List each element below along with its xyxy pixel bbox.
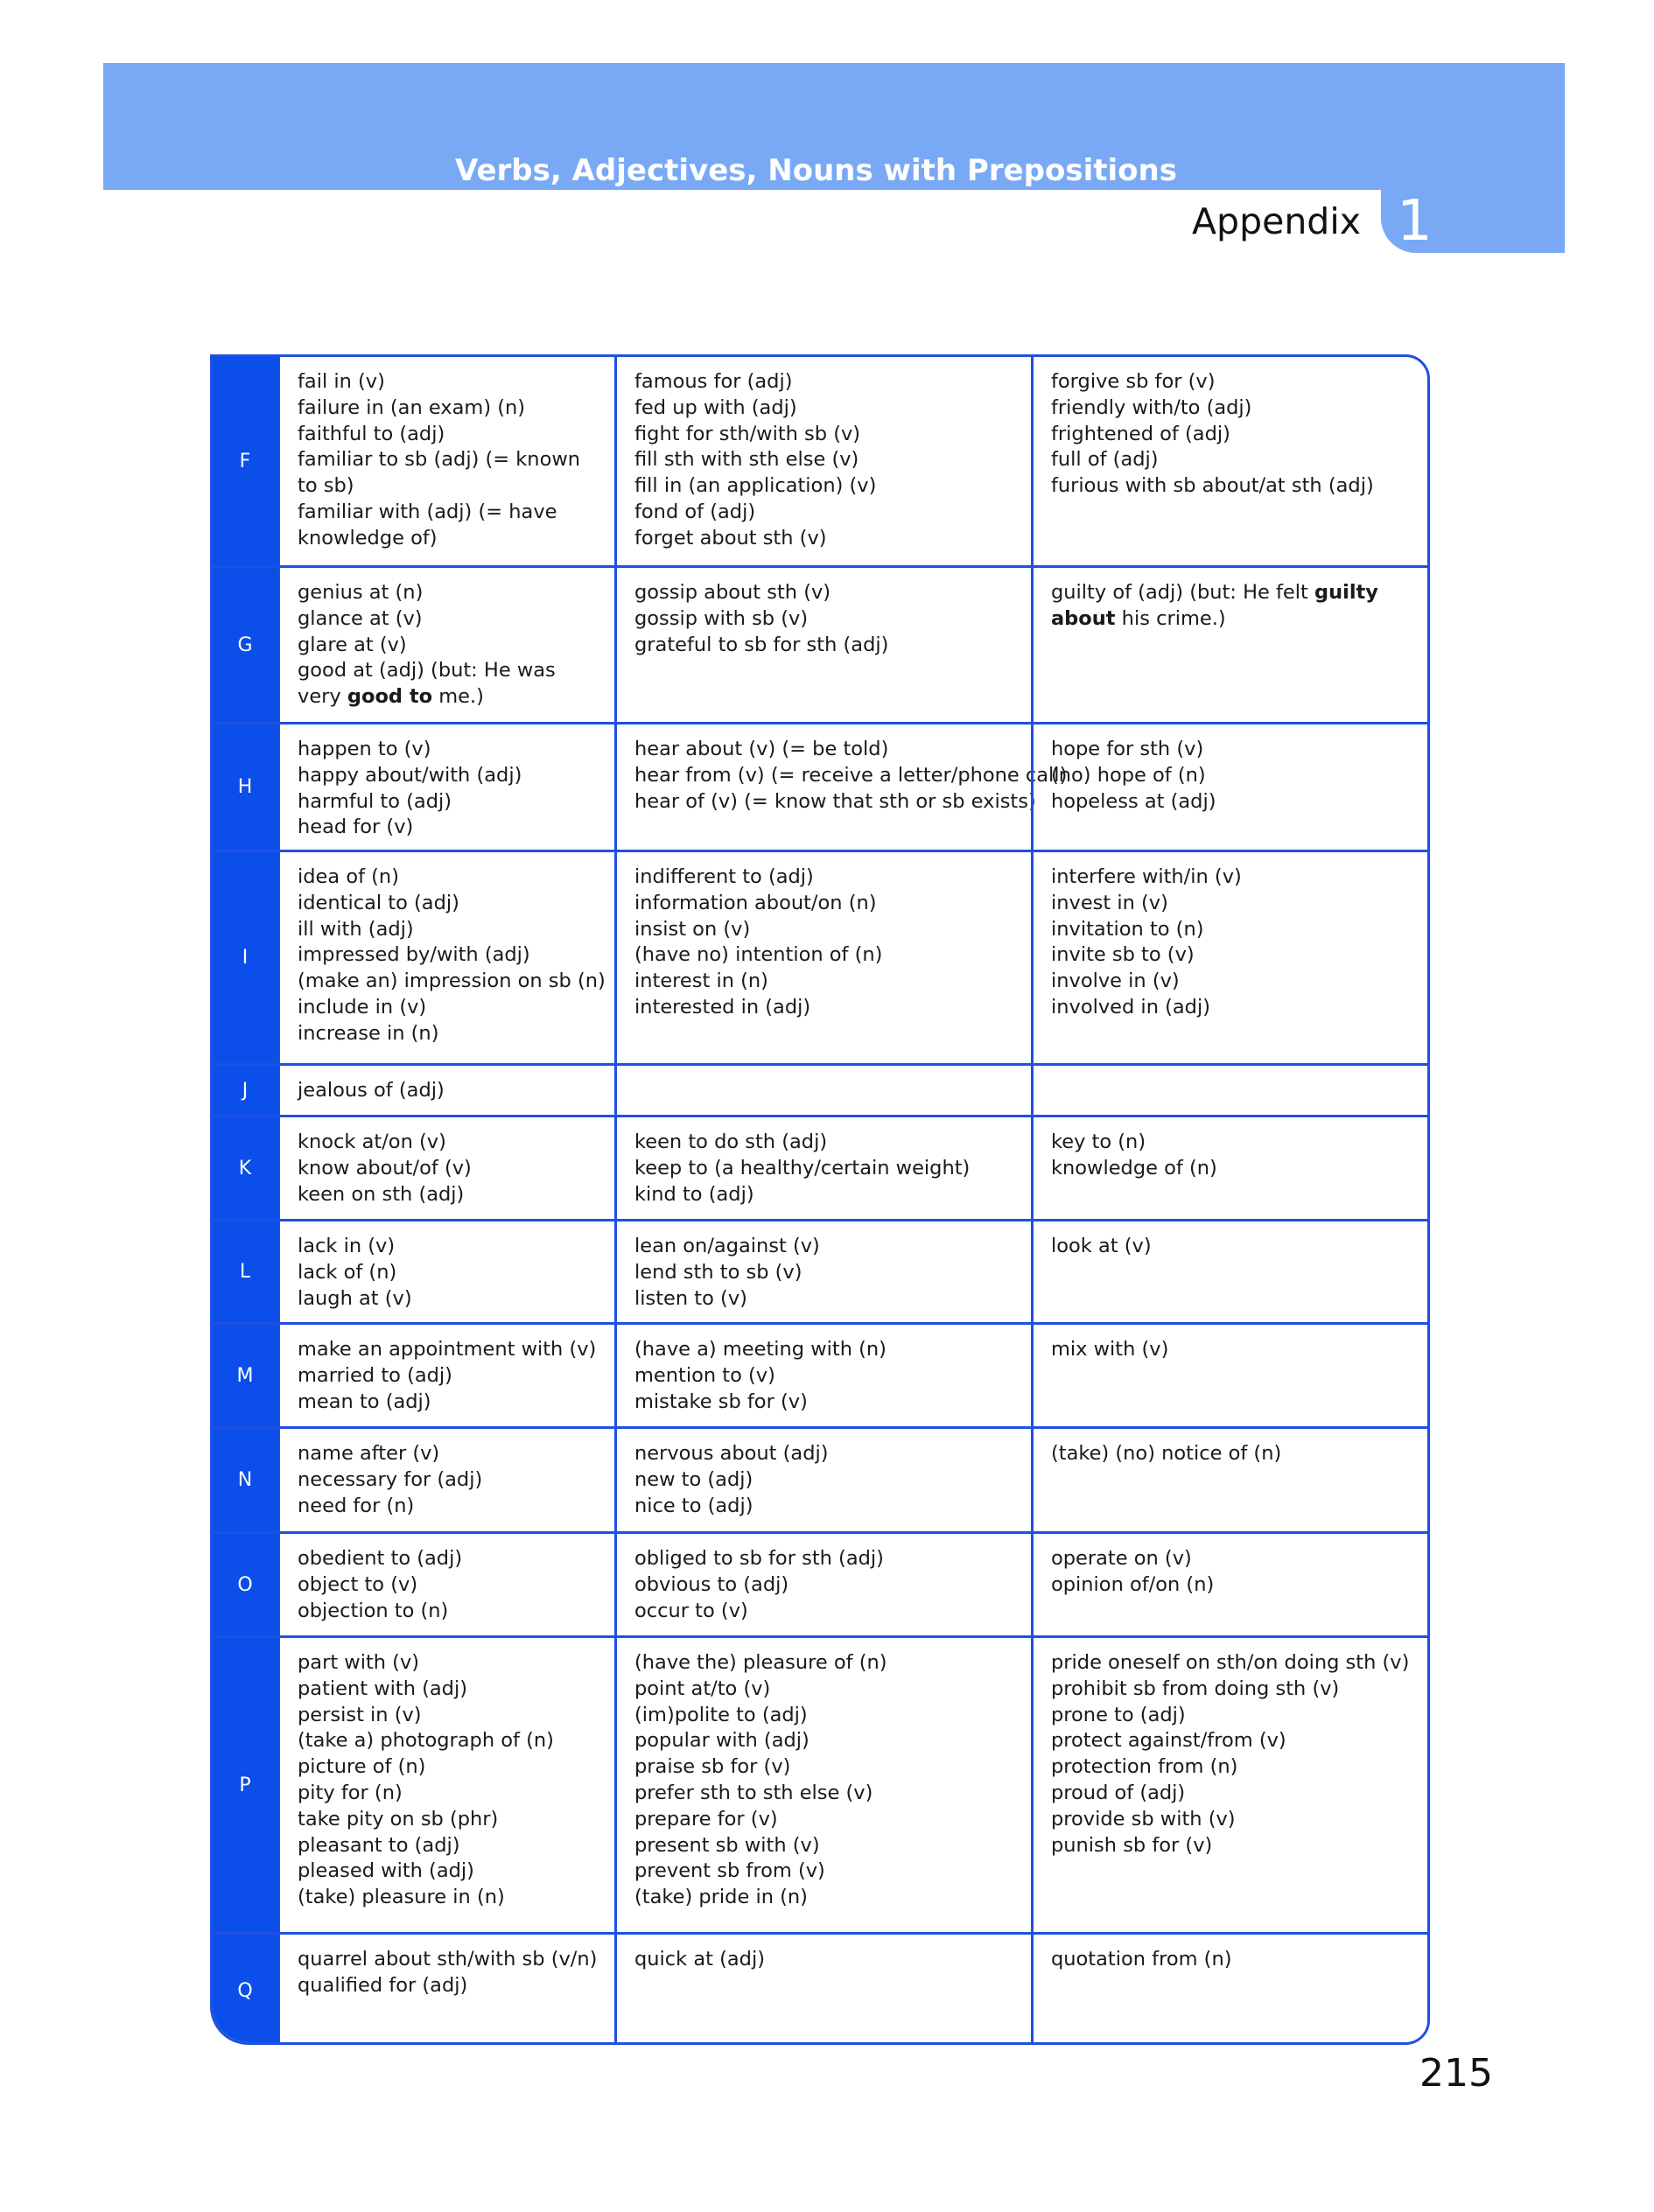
entry: include in (v) [298,995,427,1018]
entry: know about/of (v) [298,1156,472,1180]
table-cell [277,1222,614,1322]
entry: ill with (adj) [298,917,414,941]
table-row [213,1531,1427,1635]
entry: obliged to sb for sth (adj) [634,1547,884,1570]
table-cell [277,357,614,565]
entry: hopeless at (adj) [1051,789,1216,813]
table-row [213,565,1427,722]
entry: guilty of (adj) (but: He felt guilty [1051,581,1378,604]
entry: interest in (n) [634,970,768,993]
bold-phrase: guilty [1314,581,1378,604]
table-cell [277,852,614,1063]
table-row [213,1635,1427,1932]
table-row [213,722,1427,850]
entry: knowledge of (n) [1051,1156,1217,1180]
entry: listen to (v) [634,1286,747,1310]
table-cell [1031,357,1427,565]
entry: famous for (adj) [634,370,793,393]
entry: (no) hope of (n) [1051,763,1206,787]
entry: knock at/on (v) [298,1130,446,1153]
entry: quick at (adj) [634,1948,765,1970]
entry: obedient to (adj) [298,1547,463,1570]
entry: prohibit sb from doing sth (v) [1051,1676,1340,1700]
table-cell [614,1117,1031,1219]
entry: mix with (v) [1051,1338,1169,1361]
entry: invitation to (n) [1051,917,1204,941]
table-row [213,1932,1427,2045]
entry: laugh at (v) [298,1286,412,1310]
entry: mention to (v) [634,1363,775,1387]
entry: glance at (v) [298,606,423,630]
table-row [213,1063,1427,1115]
row-letter: G [237,634,253,656]
entry: impressed by/with (adj) [298,943,530,967]
bold-phrase: about [1051,606,1116,630]
table-cell [614,1935,1031,2045]
entry: very good to me.) [298,685,484,709]
entry: protection from (n) [1051,1755,1238,1779]
table-cell [614,1534,1031,1635]
entry: (im)polite to (adj) [634,1703,808,1726]
row-letter: L [239,1261,251,1283]
table-cell [277,1066,614,1115]
table-cell [1031,724,1427,850]
table-cell [1031,568,1427,722]
table-cell [1031,1935,1427,2045]
table-row [213,1322,1427,1426]
entry: (have a) meeting with (n) [634,1338,887,1361]
entry: happen to (v) [298,738,431,760]
entry: nervous about (adj) [634,1442,829,1465]
entry: operate on (v) [1051,1547,1192,1570]
table-cell [614,1066,1031,1115]
entry: friendly with/to (adj) [1051,396,1252,419]
entry: forgive sb for (v) [1051,370,1216,393]
table-cell [1031,1066,1427,1115]
entry: fed up with (adj) [634,396,797,419]
entry: fill in (an application) (v) [634,474,877,498]
row-letter: N [237,1469,253,1491]
entry: (take a) photograph of (n) [298,1729,554,1753]
entry: (have no) intention of (n) [634,943,883,967]
table-cell [1031,1429,1427,1531]
entry: make an appointment with (v) [298,1338,597,1361]
entry: genius at (n) [298,581,424,604]
entry: fill sth with sth else (v) [634,448,859,472]
entry: faithful to (adj) [298,422,445,445]
table-cell [614,1638,1031,1932]
entry: hear of (v) (= know that sth or sb exists) [634,789,1036,813]
row-letter: I [242,947,249,969]
table-cell [1031,1325,1427,1426]
bold-phrase: good to [347,685,433,709]
entry: married to (adj) [298,1363,452,1387]
entry: indifferent to (adj) [634,865,814,888]
entry: (have the) pleasure of (n) [634,1651,887,1674]
entry: popular with (adj) [634,1729,809,1753]
entry: hope for sth (v) [1051,738,1204,760]
entry: keen to do sth (adj) [634,1130,828,1153]
entry: (take) pride in (n) [634,1886,808,1909]
table-cell [1031,852,1427,1063]
table-cell [1031,1638,1427,1932]
entry: pleasant to (adj) [298,1833,460,1857]
entry: pity for (n) [298,1781,403,1804]
row-letter: F [239,450,251,472]
entry: fond of (adj) [634,500,756,523]
entry: provide sb with (v) [1051,1807,1236,1830]
entry: prefer sth to sth else (v) [634,1781,873,1804]
table-row [213,850,1427,1063]
row-letter: H [237,776,253,798]
entry: furious with sb about/at sth (adj) [1051,474,1374,498]
entry: forget about sth (v) [634,526,827,550]
entry: lend sth to sb (v) [634,1260,802,1284]
entry: objection to (n) [298,1599,449,1622]
entry: mean to (adj) [298,1390,431,1413]
entry: qualified for (adj) [298,1973,468,1997]
entry: hear from (v) (= receive a letter/phone call) [634,763,1068,787]
entry: praise sb for (v) [634,1755,791,1779]
entry: necessary for (adj) [298,1467,483,1491]
row-letter: Q [237,1980,253,2002]
entry: identical to (adj) [298,891,459,914]
entry: insist on (v) [634,917,751,941]
entry: failure in (an exam) (n) [298,396,526,419]
entry: familiar with (adj) (= have [298,500,557,523]
table-cell [277,1534,614,1635]
row-letter: J [242,1079,249,1102]
entry: pride oneself on sth/on doing sth (v) [1051,1651,1410,1674]
entry: object to (v) [298,1572,418,1596]
entry: protect against/from (v) [1051,1729,1286,1753]
entry: about his crime.) [1051,606,1226,630]
entry: interested in (adj) [634,995,811,1018]
entry: proud of (adj) [1051,1781,1186,1804]
row-letter: K [238,1157,252,1180]
entry: idea of (n) [298,865,399,888]
entry: (take) pleasure in (n) [298,1886,505,1909]
entry: glare at (v) [298,633,407,656]
table-cell [277,724,614,850]
entry: name after (v) [298,1442,440,1465]
entry: need for (n) [298,1494,415,1517]
table-cell [614,1429,1031,1531]
entry: to sb) [298,474,354,498]
entry: picture of (n) [298,1755,426,1779]
entry: invest in (v) [1051,891,1168,914]
table-cell [614,1222,1031,1322]
entry: obvious to (adj) [634,1572,789,1596]
table-row [213,1426,1427,1531]
entry: kind to (adj) [634,1182,754,1206]
entry: gossip with sb (v) [634,606,809,630]
entry: invite sb to (v) [1051,943,1195,967]
entry: prepare for (v) [634,1807,778,1830]
table-cell [277,1429,614,1531]
table-cell [1031,1222,1427,1322]
entry: part with (v) [298,1651,420,1674]
table-row [213,357,1427,565]
table-cell [1031,1117,1427,1219]
entry: good at (adj) (but: He was [298,659,556,682]
table-cell [614,1325,1031,1426]
entry: involve in (v) [1051,970,1180,993]
entry: quotation from (n) [1051,1948,1232,1970]
entry: point at/to (v) [634,1676,771,1700]
entry: prone to (adj) [1051,1703,1186,1726]
entry: nice to (adj) [634,1494,753,1517]
entry: patient with (adj) [298,1676,467,1700]
appendix-number: 1 [1397,189,1433,254]
entry: lack of (n) [298,1260,397,1284]
entry: information about/on (n) [634,891,877,914]
table-rows [213,357,1427,2045]
entry: look at (v) [1051,1235,1152,1257]
entry: lean on/against (v) [634,1235,820,1257]
entry: fail in (v) [298,370,385,393]
entry: jealous of (adj) [298,1079,445,1102]
entry: gossip about sth (v) [634,581,831,604]
entry: harmful to (adj) [298,789,452,813]
entry: (take) (no) notice of (n) [1051,1442,1282,1465]
table-cell [1031,1534,1427,1635]
entry: familiar to sb (adj) (= known [298,448,580,472]
table-cell [614,357,1031,565]
entry: occur to (v) [634,1599,748,1622]
table-cell [277,1638,614,1932]
entry: (make an) impression on sb (n) [298,970,606,993]
row-letter: M [236,1364,254,1387]
table-cell [277,1935,614,2045]
prepositions-table [210,354,1430,2045]
entry: hear about (v) (= be told) [634,738,889,760]
entry: involved in (adj) [1051,995,1210,1018]
entry: punish sb for (v) [1051,1833,1213,1857]
table-cell [614,852,1031,1063]
entry: new to (adj) [634,1467,753,1491]
entry: present sb with (v) [634,1833,820,1857]
page-number: 215 [1419,2051,1493,2096]
table-row [213,1219,1427,1322]
table-cell [614,724,1068,850]
entry: fight for sth/with sb (v) [634,422,861,445]
entry: prevent sb from (v) [634,1859,825,1883]
entry: opinion of/on (n) [1051,1572,1215,1596]
entry: increase in (n) [298,1021,439,1045]
table-cell [277,1117,614,1219]
row-letter: P [239,1774,251,1796]
entry: interfere with/in (v) [1051,865,1242,888]
table-row [213,1115,1427,1219]
page-title: Verbs, Adjectives, Nouns with Prepositions [455,153,1177,188]
entry: full of (adj) [1051,448,1159,472]
entry: knowledge of) [298,526,438,550]
entry: frightened of (adj) [1051,422,1230,445]
entry: quarrel about sth/with sb (v/n) [298,1948,598,1970]
entry: key to (n) [1051,1130,1146,1153]
entry: take pity on sb (phr) [298,1807,499,1830]
row-letter: O [237,1573,253,1596]
entry: keep to (a healthy/certain weight) [634,1156,971,1180]
entry: keen on sth (adj) [298,1182,465,1206]
entry: head for (v) [298,816,414,839]
entry: happy about/with (adj) [298,763,522,787]
entry: pleased with (adj) [298,1859,474,1883]
entry: persist in (v) [298,1703,422,1726]
table-cell [614,568,1031,722]
appendix-label: Appendix [1192,200,1361,242]
table-cell [277,1325,614,1426]
entry: mistake sb for (v) [634,1390,808,1413]
table-cell [277,568,614,722]
entry: grateful to sb for sth (adj) [634,633,889,656]
entry: lack in (v) [298,1235,396,1257]
